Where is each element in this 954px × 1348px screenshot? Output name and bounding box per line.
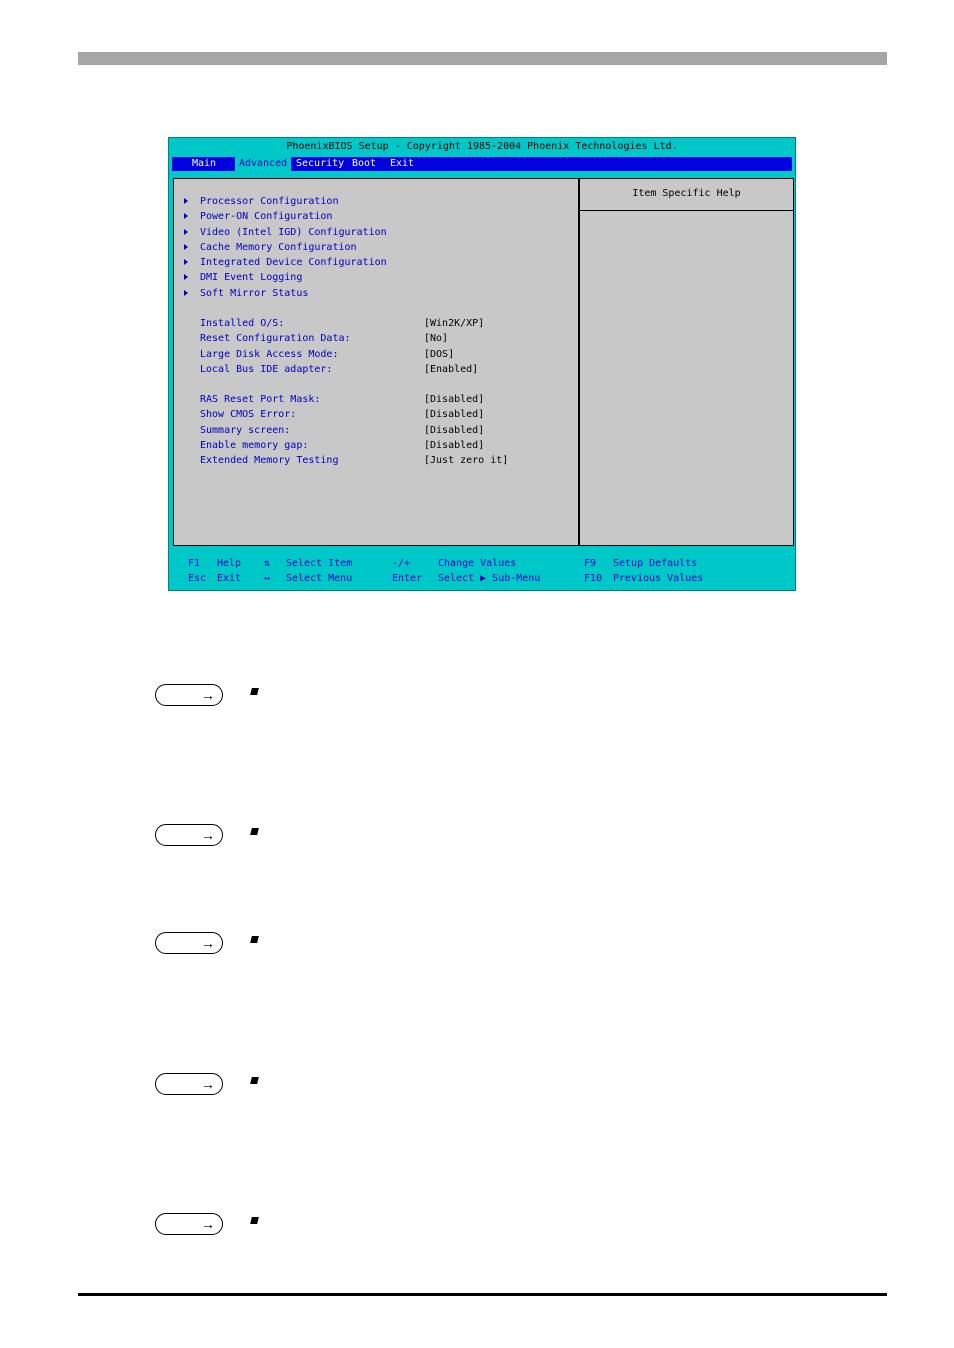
bios-menubar [172, 157, 792, 171]
menu-exit[interactable]: Exit [390, 158, 415, 169]
key-minusplus: -/+ [392, 558, 411, 569]
bios-footer [172, 552, 792, 586]
menu-main[interactable]: Main [192, 158, 217, 169]
key-updown-desc: Select Item [286, 558, 353, 569]
submenu-item[interactable]: Video (Intel IGD) Configuration [184, 225, 387, 240]
key-f9-desc: Setup Defaults [613, 558, 698, 569]
key-minusplus-desc: Change Values [438, 558, 517, 569]
key-f10: F10 [584, 573, 603, 584]
menu-security[interactable]: Security [296, 158, 345, 169]
reference-pill [155, 824, 223, 846]
submenu-arrow-icon [184, 290, 188, 296]
setting-row[interactable]: Enable memory gap: [Disabled] [200, 439, 485, 451]
setting-row[interactable]: Summary screen: [Disabled] [200, 424, 485, 436]
submenu-arrow-icon [184, 198, 188, 204]
submenu-item[interactable]: Processor Configuration [184, 194, 387, 209]
menu-advanced[interactable]: Advanced [235, 157, 291, 171]
submenu-arrow-icon [184, 213, 188, 219]
reference-pill [155, 932, 223, 954]
setting-row[interactable]: Large Disk Access Mode: [DOS] [200, 348, 455, 360]
setting-row[interactable]: Extended Memory Testing [Just zero it] [200, 455, 509, 467]
footer-rule [78, 1293, 887, 1296]
key-enter: Enter [392, 573, 423, 584]
arrow-right-icon: → [201, 1216, 215, 1232]
reference-pill [155, 684, 223, 706]
bios-main-panel [173, 178, 579, 546]
reference-pill [155, 1073, 223, 1095]
arrow-right-icon: → [201, 935, 215, 951]
reference-pill [155, 1213, 223, 1235]
bios-help-panel [579, 178, 794, 546]
menu-boot[interactable]: Boot [352, 158, 377, 169]
key-leftright-icon: ↔ [264, 573, 271, 584]
key-f9: F9 [584, 558, 597, 569]
header-bar [78, 52, 887, 65]
key-enter-desc: Select ▶ Sub-Menu [438, 573, 541, 584]
arrow-right-icon: → [201, 1076, 215, 1092]
arrow-right-icon: → [201, 827, 215, 843]
settings-group-1 [200, 316, 485, 377]
key-updown-icon: ⇅ [264, 558, 271, 569]
setting-row[interactable]: RAS Reset Port Mask: [Disabled] [200, 394, 485, 405]
key-esc: Esc [188, 573, 207, 584]
square-bullet-icon [250, 688, 259, 695]
square-bullet-icon [250, 936, 259, 943]
submenu-item[interactable]: Power-ON Configuration [184, 209, 387, 224]
square-bullet-icon [250, 828, 259, 835]
key-f1-desc: Help [217, 558, 242, 569]
submenu-arrow-icon [184, 229, 188, 235]
key-f1: F1 [188, 558, 201, 569]
square-bullet-icon [250, 1217, 259, 1224]
help-title: Item Specific Help [580, 179, 793, 211]
setting-row[interactable]: Show CMOS Error: [Disabled] [200, 409, 485, 421]
setting-row[interactable]: Local Bus IDE adapter: [Enabled] [200, 363, 479, 375]
key-leftright-desc: Select Menu [286, 573, 353, 584]
setting-row[interactable]: Reset Configuration Data: [No] [200, 333, 449, 345]
submenu-list [184, 194, 387, 301]
settings-group-2 [200, 392, 509, 468]
submenu-item[interactable]: Integrated Device Configuration [184, 255, 387, 270]
submenu-arrow-icon [184, 259, 188, 265]
setting-row[interactable]: Installed O/S: [Win2K/XP] [200, 318, 485, 329]
square-bullet-icon [250, 1077, 259, 1084]
submenu-item[interactable]: DMI Event Logging [184, 270, 387, 285]
submenu-item[interactable]: Cache Memory Configuration [184, 240, 387, 255]
bios-title: PhoenixBIOS Setup - Copyright 1985-2004 Phoenix Technologies Ltd. [286, 141, 678, 152]
arrow-right-icon: → [201, 687, 215, 703]
bios-screenshot [168, 137, 796, 591]
key-esc-desc: Exit [217, 573, 242, 584]
submenu-item[interactable]: Soft Mirror Status [184, 286, 387, 301]
key-f10-desc: Previous Values [613, 573, 704, 584]
submenu-arrow-icon [184, 244, 188, 250]
submenu-arrow-icon [184, 274, 188, 280]
